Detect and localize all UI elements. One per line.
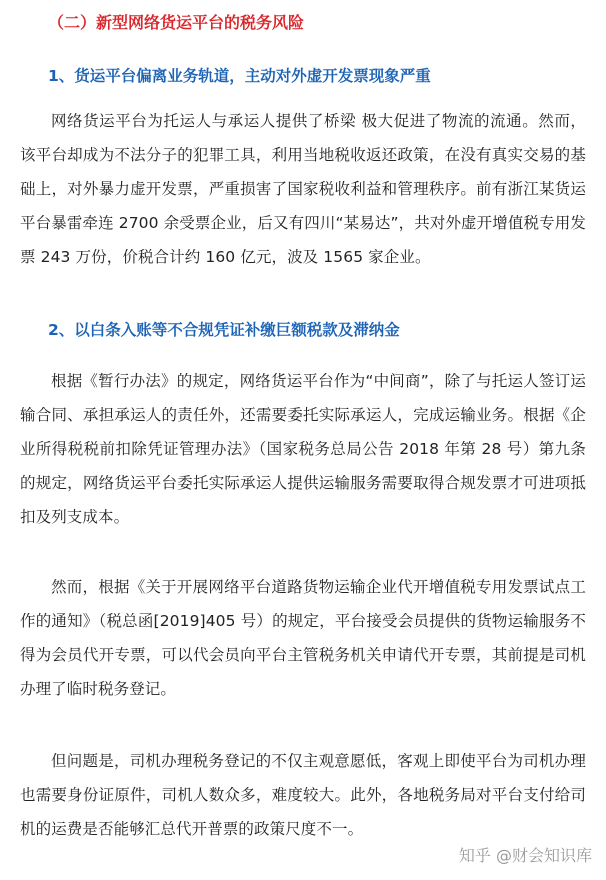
paragraph-1: 网络货运平台为托运人与承运人提供了桥梁 极大促进了物流的流通。然而，该平台却成为不法分子的犯罪工具，利用当地税收返还政策，在没有真实交易的基础上，对外暴力虚开发票，严重损害了国家税收利益和管理秩序。前有浙江某货运平台暴雷牵连 2700 余受票企业，后又有四川“某易达”，共对外虚开增值税专用发票 243 万份，价税合计约 160 亿元，波及 1565 家企业。 bbox=[20, 112, 586, 266]
paragraph-4: 但问题是，司机办理税务登记的不仅主观意愿低，客观上即使平台为司机办理也需要身份证原件，司机人数众多，难度较大。此外，各地税务局对平台支付给司机的运费是否能够汇总代开普票的政策尺度不一。 bbox=[20, 752, 586, 838]
subsection-heading-1: 1、货运平台偏离业务轨道，主动对外虚开发票现象严重 bbox=[48, 67, 431, 85]
section-title: （二）新型网络货运平台的税务风险 bbox=[48, 13, 305, 32]
paragraph-3: 然而，根据《关于开展网络平台道路货物运输企业代开增值税专用发票试点工作的通知》（税总函[2019]405 号）的规定，平台接受会员提供的货物运输服务不得为会员代开专票，可以代会员向平台主管税务机关申请代开专票，其前提是司机办理了临时税务登记。 bbox=[20, 578, 586, 698]
subsection-heading-2: 2、以白条入账等不合规凭证补缴巨额税款及滞纳金 bbox=[48, 321, 400, 339]
watermark: 知乎 @财会知识库 bbox=[458, 846, 592, 865]
paragraph-2: 根据《暂行办法》的规定，网络货运平台作为“中间商”，除了与托运人签订运输合同、承担承运人的责任外，还需要委托实际承运人，完成运输业务。根据《企业所得税税前扣除凭证管理办法》（国家税务总局公告 2018 年第 28 号）第九条的规定，网络货运平台委托实际承运人提供运输服务需要取得合规发票才可进项抵扣及列支成本。 bbox=[20, 372, 586, 526]
